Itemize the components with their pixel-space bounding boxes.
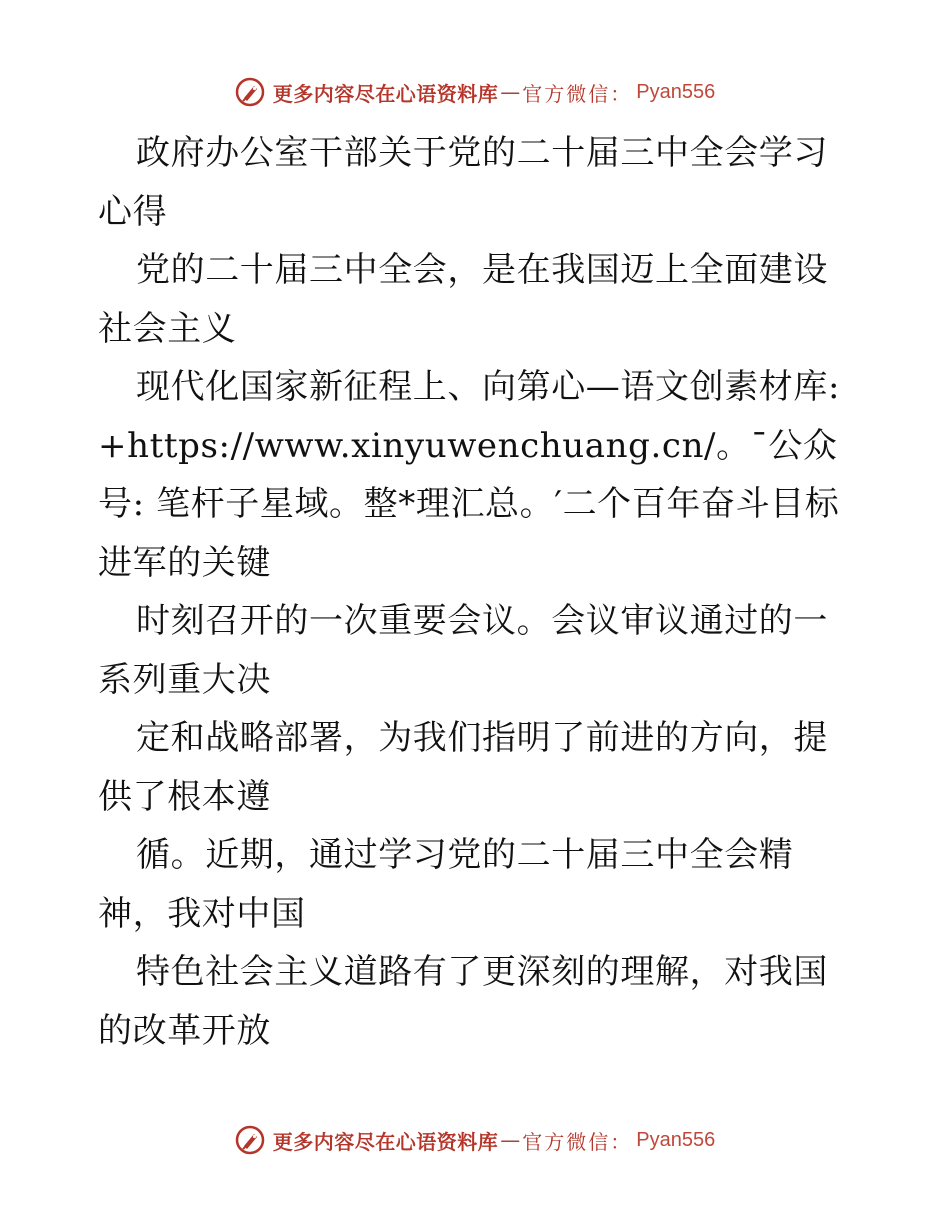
banner-wechat-label: 官方微信： [522, 1129, 633, 1154]
document-title: 政府办公室干部关于党的二十届三中全会学习心得 [98, 133, 828, 232]
banner-dash: — [500, 1128, 521, 1152]
document-paragraph: 现代化国家新征程上、向第心—语文创素材库:+https://www.xinyuwenchuang.cn/。¯公众号: 笔杆子星域。整*理汇总。′二个百年奋斗目标进军的关键 [98, 367, 841, 583]
document-paragraph: 循。近期，通过学习党的二十届三中全会精神，我对中国 [98, 835, 794, 934]
document-body [98, 124, 858, 1060]
banner-wechat-id: Pyan556 [636, 1128, 716, 1151]
banner-brand-text: 更多内容尽在心语资料库 [272, 1129, 499, 1154]
pen-nib-logo-icon [235, 1125, 265, 1155]
banner-brand-text: 更多内容尽在心语资料库 [272, 81, 499, 106]
banner-wechat-label: 官方微信： [522, 81, 633, 106]
banner-dash: — [500, 80, 521, 104]
header-banner [0, 72, 950, 112]
footer-banner [0, 1120, 950, 1160]
document-paragraph: 时刻召开的一次重要会议。会议审议通过的一系列重大决 [98, 601, 828, 700]
banner-wechat-id: Pyan556 [636, 80, 716, 103]
pen-nib-logo-icon [235, 77, 265, 107]
document-paragraph: 党的二十届三中全会，是在我国迈上全面建设社会主义 [98, 250, 828, 349]
document-paragraph: 特色社会主义道路有了更深刻的理解，对我国的改革开放 [98, 952, 828, 1051]
document-paragraph: 定和战略部署，为我们指明了前进的方向，提供了根本遵 [98, 718, 828, 817]
